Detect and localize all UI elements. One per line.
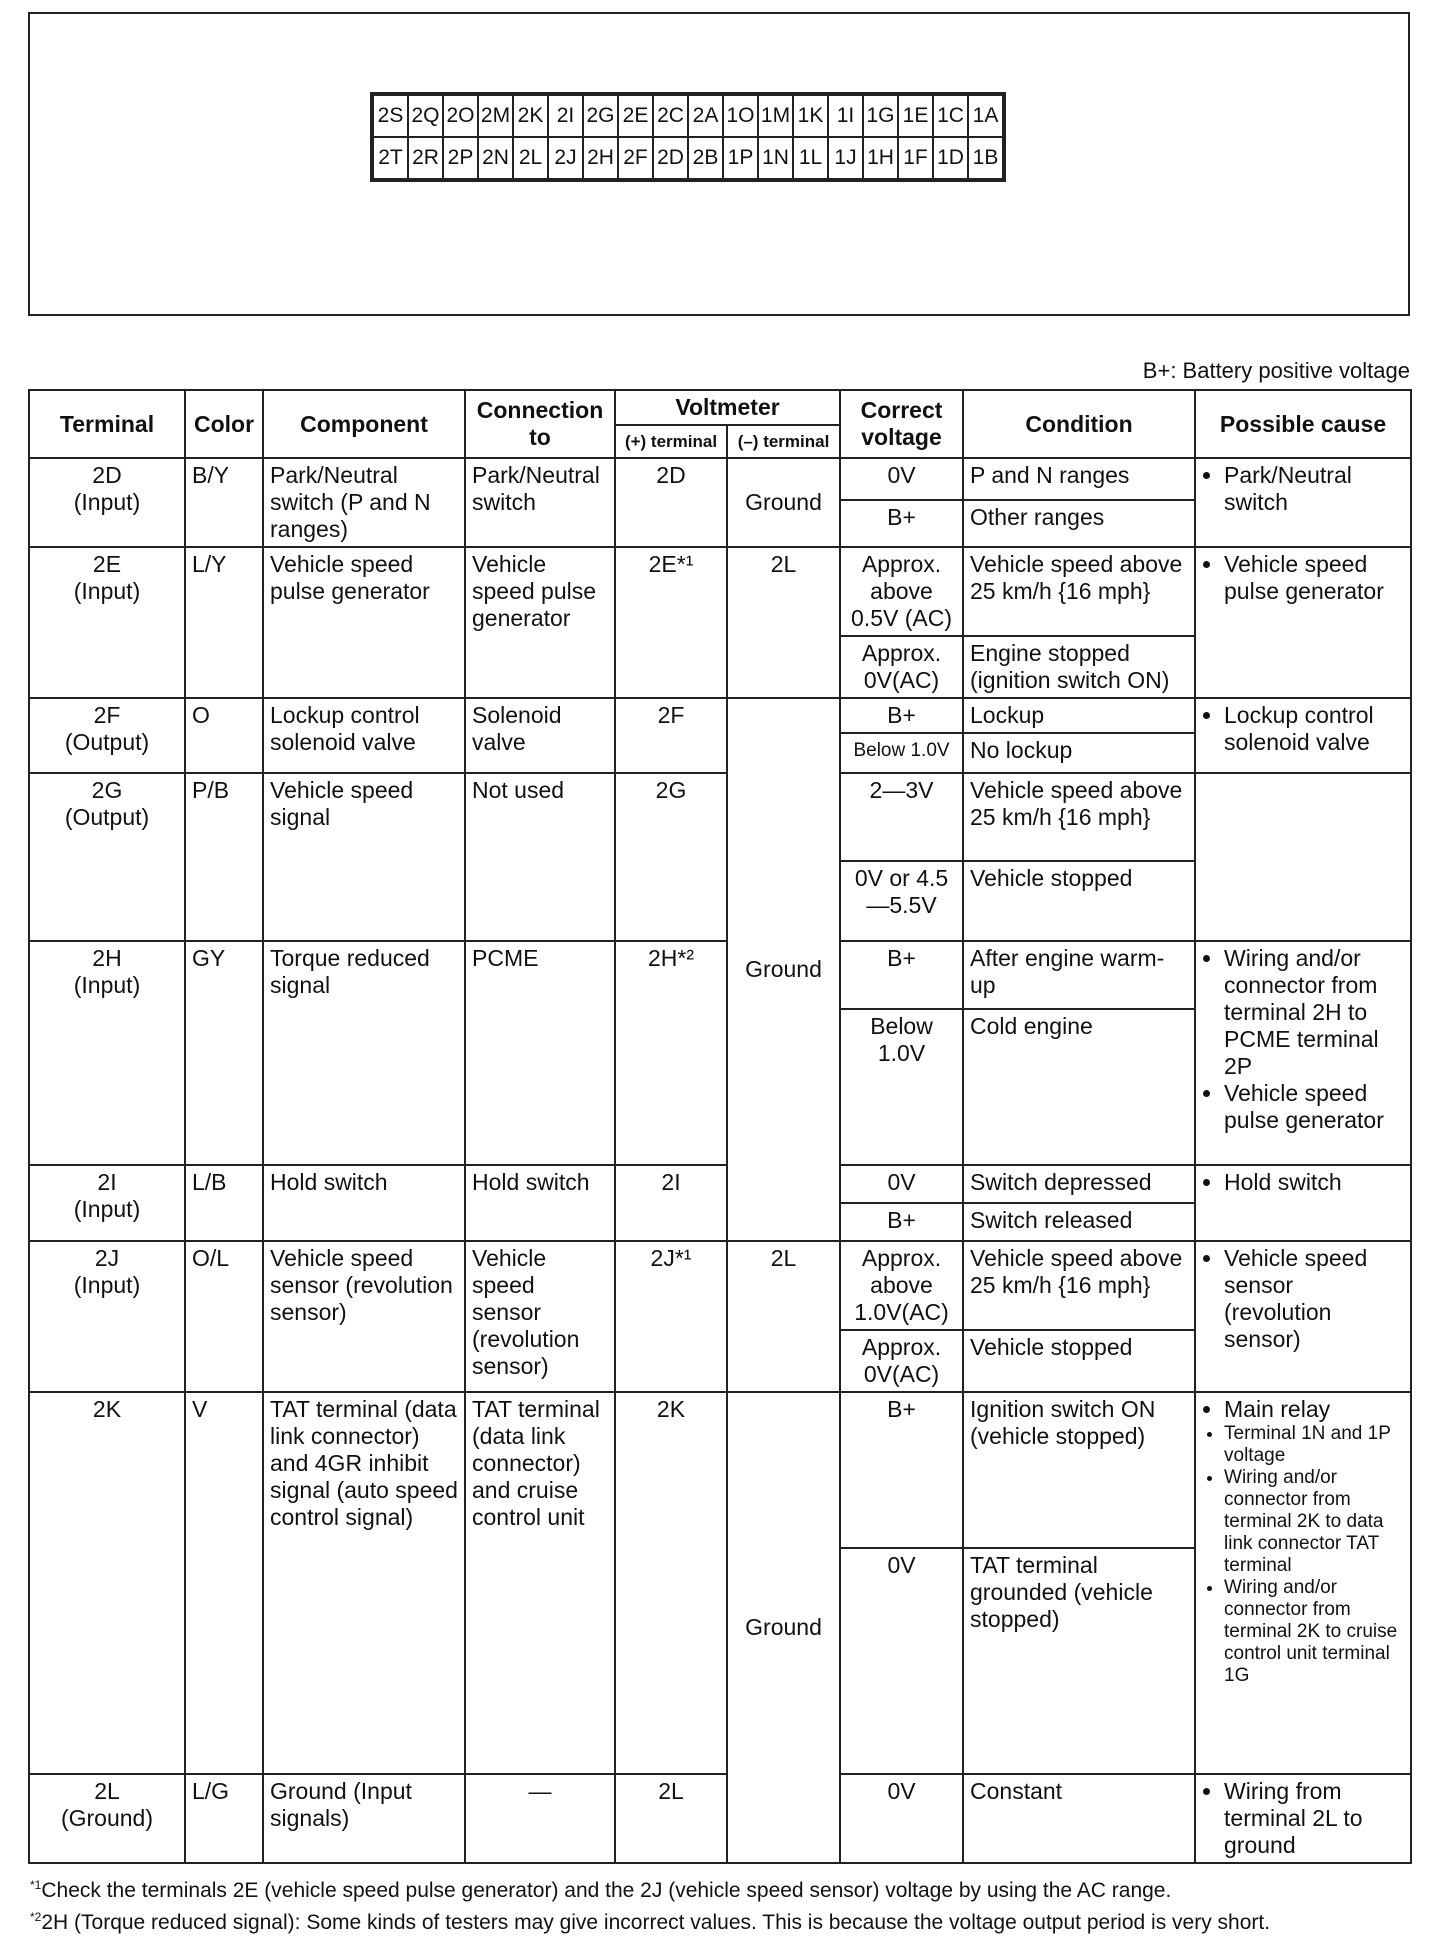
cause-item: • Terminal 1N and 1P voltage bbox=[1224, 1423, 1404, 1467]
cause-cell bbox=[1195, 698, 1411, 773]
color-cell: O bbox=[185, 698, 263, 773]
header-voltmeter: Voltmeter bbox=[615, 390, 840, 425]
component-cell: Ground (Input signals) bbox=[263, 1774, 465, 1863]
pin: 1K bbox=[793, 94, 828, 137]
component-cell: Vehicle speed sensor (revolution sensor) bbox=[263, 1241, 465, 1392]
pin: 1M bbox=[758, 94, 793, 137]
terminal-id: 2F bbox=[93, 702, 121, 728]
terminal-cell bbox=[29, 1241, 185, 1392]
terminal-id: 2J bbox=[94, 1245, 120, 1271]
footnote-text: Check the terminals 2E (vehicle speed pulse generator) and the 2J (vehicle speed sensor) voltage by using the AC range. bbox=[41, 1879, 1172, 1902]
footnotes bbox=[30, 1872, 1430, 1936]
terminal-cell bbox=[29, 698, 185, 773]
cause-item: • Main relay bbox=[1224, 1396, 1404, 1423]
cause-item: • Park/Neutral switch bbox=[1224, 462, 1404, 516]
component-cell: Vehicle speed pulse generator bbox=[263, 547, 465, 698]
pin: 2O bbox=[443, 94, 478, 137]
pin: 1E bbox=[898, 94, 933, 137]
plus-terminal-cell: 2I bbox=[615, 1165, 727, 1241]
terminal-io: (Output) bbox=[64, 729, 150, 755]
connection-cell: Not used bbox=[465, 773, 615, 941]
voltage-cell: 0V or 4.5—5.5V bbox=[840, 861, 963, 941]
header-terminal: Terminal bbox=[29, 390, 185, 458]
cause-cell bbox=[1195, 773, 1411, 941]
pin: 2T bbox=[372, 137, 408, 180]
connector-pin-diagram bbox=[370, 92, 1006, 182]
plus-terminal-cell: 2E*¹ bbox=[615, 547, 727, 698]
table-row-2k bbox=[29, 1392, 1411, 1548]
pin: 1P bbox=[723, 137, 758, 180]
color-cell: V bbox=[185, 1392, 263, 1774]
header-row bbox=[29, 390, 1411, 425]
pin: 2C bbox=[653, 94, 688, 137]
connection-cell: Solenoid valve bbox=[465, 698, 615, 773]
minus-terminal-cell: 2L bbox=[727, 547, 840, 698]
cause-cell bbox=[1195, 1165, 1411, 1241]
pin: 2S bbox=[372, 94, 408, 137]
condition-cell: TAT terminal grounded (vehicle stopped) bbox=[963, 1548, 1195, 1774]
connection-cell: PCME bbox=[465, 941, 615, 1165]
color-cell: L/B bbox=[185, 1165, 263, 1241]
terminal-io: (Ground) bbox=[60, 1805, 154, 1831]
terminal-id: 2D bbox=[92, 462, 122, 488]
color-cell: L/Y bbox=[185, 547, 263, 698]
voltage-cell: 0V bbox=[840, 1548, 963, 1774]
connection-cell: — bbox=[465, 1774, 615, 1863]
header-plus-terminal: (+) terminal bbox=[615, 425, 727, 458]
terminal-id: 2I bbox=[97, 1169, 117, 1195]
terminal-spec-table bbox=[28, 389, 1412, 1864]
footnote-text: 2H (Torque reduced signal): Some kinds of testers may give incorrect values. This is because the voltage output period is very short. bbox=[41, 1911, 1271, 1934]
plus-terminal-cell: 2J*¹ bbox=[615, 1241, 727, 1392]
table-row-2i bbox=[29, 1165, 1411, 1203]
pin: 2R bbox=[408, 137, 443, 180]
terminal-cell bbox=[29, 1774, 185, 1863]
voltage-cell: B+ bbox=[840, 500, 963, 547]
table-row-2f bbox=[29, 698, 1411, 733]
color-cell: B/Y bbox=[185, 458, 263, 547]
table-row-2j bbox=[29, 1241, 1411, 1330]
pin: 2N bbox=[478, 137, 513, 180]
voltage-cell: Below 1.0V bbox=[840, 733, 963, 773]
pin: 2L bbox=[513, 137, 548, 180]
component-cell: Torque reduced signal bbox=[263, 941, 465, 1165]
minus-terminal-cell: Ground bbox=[727, 698, 840, 1241]
connection-cell: TAT terminal (data link connector) and cruise control unit bbox=[465, 1392, 615, 1774]
cause-item: • Vehicle speed sensor (revolution sensor) bbox=[1224, 1245, 1404, 1353]
voltage-cell: B+ bbox=[840, 1392, 963, 1548]
pin: 1B bbox=[968, 137, 1004, 180]
cause-cell bbox=[1195, 547, 1411, 698]
terminal-cell bbox=[29, 941, 185, 1165]
pin: 2A bbox=[688, 94, 723, 137]
terminal-io: (Input) bbox=[73, 489, 141, 515]
voltage-cell: Approx. 0V(AC) bbox=[840, 1330, 963, 1392]
condition-cell: After engine warm-up bbox=[963, 941, 1195, 1009]
terminal-cell: 2K bbox=[29, 1392, 185, 1774]
voltage-cell: 2—3V bbox=[840, 773, 963, 861]
condition-cell: Constant bbox=[963, 1774, 1195, 1863]
cause-item: • Lockup control solenoid valve bbox=[1224, 702, 1404, 756]
color-cell: O/L bbox=[185, 1241, 263, 1392]
table-row-2l bbox=[29, 1774, 1411, 1863]
condition-cell: Ignition switch ON (vehicle stopped) bbox=[963, 1392, 1195, 1548]
pin: 1G bbox=[863, 94, 898, 137]
condition-cell: Switch released bbox=[963, 1203, 1195, 1241]
voltage-cell: 0V bbox=[840, 1165, 963, 1203]
color-cell: L/G bbox=[185, 1774, 263, 1863]
plus-terminal-cell: 2H*² bbox=[615, 941, 727, 1165]
condition-cell: Other ranges bbox=[963, 500, 1195, 547]
condition-cell: No lockup bbox=[963, 733, 1195, 773]
plus-terminal-cell: 2K bbox=[615, 1392, 727, 1774]
table-row-2e bbox=[29, 547, 1411, 636]
pin: 1F bbox=[898, 137, 933, 180]
footnote-1 bbox=[30, 1872, 1430, 1904]
footnote-2 bbox=[30, 1904, 1430, 1936]
plus-terminal-cell: 2G bbox=[615, 773, 727, 941]
terminal-id: 2E bbox=[92, 551, 122, 577]
pin: 2D bbox=[653, 137, 688, 180]
condition-cell: Cold engine bbox=[963, 1009, 1195, 1165]
terminal-cell bbox=[29, 458, 185, 547]
pin: 2F bbox=[618, 137, 653, 180]
pin: 2G bbox=[583, 94, 618, 137]
condition-cell: Lockup bbox=[963, 698, 1195, 733]
condition-cell: Vehicle speed above 25 km/h {16 mph} bbox=[963, 773, 1195, 861]
cause-item: • Wiring and/or connector from terminal 2K to cruise control unit terminal 1G bbox=[1224, 1577, 1404, 1687]
voltage-cell: Approx. above 1.0V(AC) bbox=[840, 1241, 963, 1330]
condition-cell: Vehicle stopped bbox=[963, 1330, 1195, 1392]
cause-item: • Wiring and/or connector from terminal 2K to data link connector TAT terminal bbox=[1224, 1467, 1404, 1577]
pin: 1A bbox=[968, 94, 1004, 137]
component-cell: Hold switch bbox=[263, 1165, 465, 1241]
header-connection: Connection to bbox=[465, 390, 615, 458]
plus-terminal-cell: 2F bbox=[615, 698, 727, 773]
connection-cell: Park/Neutral switch bbox=[465, 458, 615, 547]
terminal-cell bbox=[29, 773, 185, 941]
component-cell: Vehicle speed signal bbox=[263, 773, 465, 941]
pin: 2B bbox=[688, 137, 723, 180]
table-row-2g bbox=[29, 773, 1411, 861]
cause-item: • Wiring and/or connector from terminal 2H to PCME terminal 2P bbox=[1224, 945, 1404, 1080]
cause-item: • Wiring from terminal 2L to ground bbox=[1224, 1778, 1404, 1859]
cause-item: • Vehicle speed pulse generator bbox=[1224, 1080, 1404, 1134]
terminal-io: (Input) bbox=[73, 1272, 141, 1298]
cause-cell bbox=[1195, 941, 1411, 1165]
terminal-io: (Input) bbox=[73, 1196, 141, 1222]
header-minus-terminal: (–) terminal bbox=[727, 425, 840, 458]
voltage-cell: Approx. above 0.5V (AC) bbox=[840, 547, 963, 636]
terminal-id: 2G bbox=[91, 777, 123, 803]
voltage-cell: B+ bbox=[840, 1203, 963, 1241]
pin: 1J bbox=[828, 137, 863, 180]
terminal-io: (Input) bbox=[73, 578, 141, 604]
terminal-id: 2H bbox=[92, 945, 122, 971]
pin: 2J bbox=[548, 137, 583, 180]
minus-terminal-cell: 2L bbox=[727, 1241, 840, 1392]
pin: 2P bbox=[443, 137, 478, 180]
pin: 1H bbox=[863, 137, 898, 180]
cause-cell bbox=[1195, 458, 1411, 547]
color-cell: GY bbox=[185, 941, 263, 1165]
voltage-cell: B+ bbox=[840, 698, 963, 733]
table-row-2h bbox=[29, 941, 1411, 1009]
pin: 2H bbox=[583, 137, 618, 180]
header-correct-voltage: Correct voltage bbox=[840, 390, 963, 458]
pin: 2K bbox=[513, 94, 548, 137]
minus-terminal-cell: Ground bbox=[727, 1392, 840, 1863]
voltage-cell: B+ bbox=[840, 941, 963, 1009]
pin: 1O bbox=[723, 94, 758, 137]
voltage-cell: 0V bbox=[840, 1774, 963, 1863]
connection-cell: Vehicle speed pulse generator bbox=[465, 547, 615, 698]
pin: 2E bbox=[618, 94, 653, 137]
minus-terminal-cell: Ground bbox=[727, 458, 840, 547]
terminal-cell bbox=[29, 547, 185, 698]
terminal-id: 2L bbox=[94, 1778, 120, 1804]
pin: 1D bbox=[933, 137, 968, 180]
cause-cell bbox=[1195, 1392, 1411, 1774]
voltage-cell: 0V bbox=[840, 458, 963, 500]
pin: 1C bbox=[933, 94, 968, 137]
pin: 2M bbox=[478, 94, 513, 137]
cause-item: • Vehicle speed pulse generator bbox=[1224, 551, 1404, 605]
connection-cell: Vehicle speed sensor (revolution sensor) bbox=[465, 1241, 615, 1392]
voltage-cell: Approx. 0V(AC) bbox=[840, 636, 963, 698]
component-cell: Lockup control solenoid valve bbox=[263, 698, 465, 773]
condition-cell: P and N ranges bbox=[963, 458, 1195, 500]
footnote-mark: *1 bbox=[30, 1878, 42, 1892]
pin: 1I bbox=[828, 94, 863, 137]
cause-item: • Hold switch bbox=[1224, 1169, 1404, 1196]
plus-terminal-cell: 2L bbox=[615, 1774, 727, 1863]
condition-cell: Engine stopped (ignition switch ON) bbox=[963, 636, 1195, 698]
terminal-io: (Input) bbox=[73, 972, 141, 998]
terminal-io: (Output) bbox=[64, 804, 150, 830]
pin-row-top bbox=[372, 94, 1004, 137]
pin: 1L bbox=[793, 137, 828, 180]
header-component: Component bbox=[263, 390, 465, 458]
condition-cell: Switch depressed bbox=[963, 1165, 1195, 1203]
component-cell: Park/Neutral switch (P and N ranges) bbox=[263, 458, 465, 547]
header-color: Color bbox=[185, 390, 263, 458]
connection-cell: Hold switch bbox=[465, 1165, 615, 1241]
voltage-cell: Below 1.0V bbox=[840, 1009, 963, 1165]
pin-row-bottom bbox=[372, 137, 1004, 180]
terminal-cell bbox=[29, 1165, 185, 1241]
condition-cell: Vehicle stopped bbox=[963, 861, 1195, 941]
condition-cell: Vehicle speed above 25 km/h {16 mph} bbox=[963, 1241, 1195, 1330]
header-possible-cause: Possible cause bbox=[1195, 390, 1411, 458]
pin: 2I bbox=[548, 94, 583, 137]
condition-cell: Vehicle speed above 25 km/h {16 mph} bbox=[963, 547, 1195, 636]
component-cell: TAT terminal (data link connector) and 4GR inhibit signal (auto speed control signal) bbox=[263, 1392, 465, 1774]
plus-terminal-cell: 2D bbox=[615, 458, 727, 547]
voltage-legend: B+: Battery positive voltage bbox=[1142, 358, 1410, 383]
pin: 1N bbox=[758, 137, 793, 180]
cause-cell bbox=[1195, 1241, 1411, 1392]
cause-cell bbox=[1195, 1774, 1411, 1863]
header-condition: Condition bbox=[963, 390, 1195, 458]
color-cell: P/B bbox=[185, 773, 263, 941]
table-row-2d bbox=[29, 458, 1411, 500]
pin: 2Q bbox=[408, 94, 443, 137]
footnote-mark: *2 bbox=[30, 1910, 42, 1924]
